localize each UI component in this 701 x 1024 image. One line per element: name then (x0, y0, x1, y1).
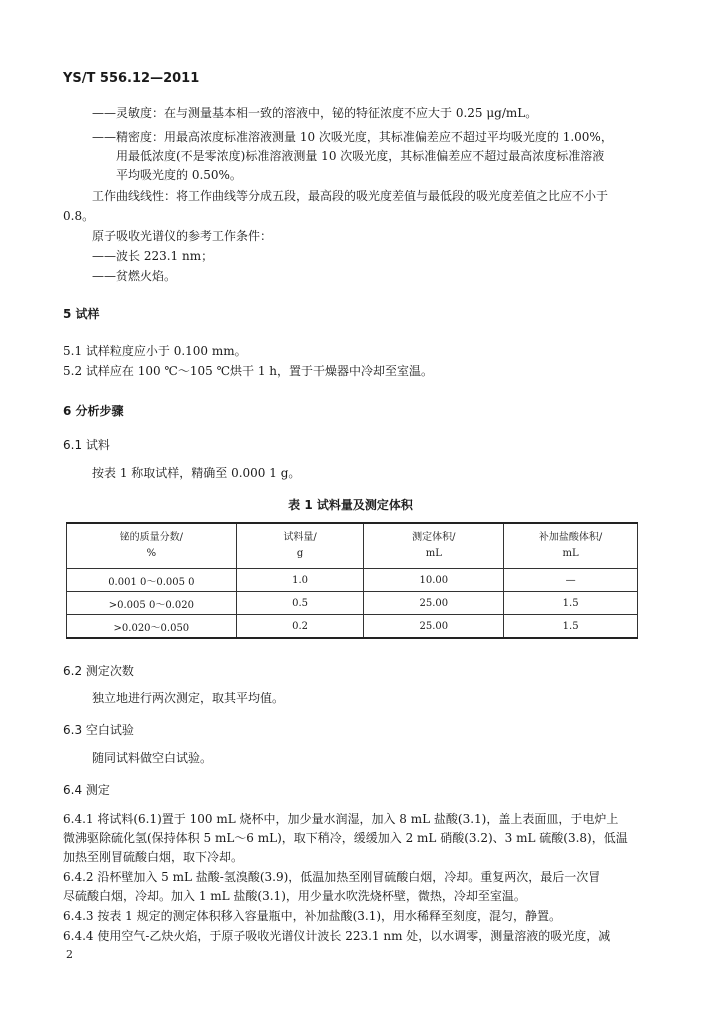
table-caption: 表 1 试料量及测定体积 (288, 498, 413, 512)
header-cell: 铋的质量分数/ % (67, 523, 237, 569)
precision-line-2: 用最低浓度(不是零浓度)标准溶液测量 10 次吸光度，其标准偏差应不超过最高浓度标准溶液 (116, 149, 605, 163)
section-6-1-text: 按表 1 称取试样，精确至 0.000 1 g。 (92, 466, 301, 480)
section-6-4-2-line-1: 6.4.2 沿杯壁加入 5 mL 盐酸-氢溴酸(3.9)，低温加热至刚冒硫酸白烟，冷却。重复两次，最后一次冒 (63, 870, 601, 884)
section-6-3-text: 随同试料做空白试验。 (92, 751, 213, 765)
section-6-4-1-line-3: 加热至刚冒硫酸白烟，取下冷却。 (63, 850, 244, 864)
precision-line-1: ——精密度：用最高浓度标准溶液测量 10 次吸光度，其标准偏差应不超过平均吸光度的 1.00%， (92, 130, 613, 144)
section-6-2-text: 独立地进行两次测定，取其平均值。 (92, 691, 285, 705)
section-6-title: 6 分析步骤 (63, 404, 124, 418)
section-6-3-title: 6.3 空白试验 (63, 723, 134, 737)
page-number: 2 (66, 948, 73, 961)
wavelength-line: ——波长 223.1 nm； (92, 249, 214, 263)
table-row (67, 569, 638, 592)
section-6-1-title: 6.1 试料 (63, 438, 110, 452)
section-5-2: 5.2 试样应在 100 ℃～105 ℃烘干 1 h，置于干燥器中冷却至室温。 (63, 364, 433, 378)
section-6-4-1-line-1: 6.4.1 将试料(6.1)置于 100 mL 烧杯中，加少量水润湿，加入 8 mL 盐酸(3.1)，盖上表面皿，于电炉上 (63, 812, 619, 826)
header-cell: 测定体积/ mL (364, 523, 504, 569)
table-row (67, 592, 638, 615)
table-cell: — (504, 569, 638, 592)
table-cell: >0.020～0.050 (67, 615, 237, 639)
table-cell: >0.005 0～0.020 (67, 592, 237, 615)
sensitivity-line: ——灵敏度：在与测量基本相一致的溶液中，铋的特征浓度不应大于 0.25 μg/mL。 (92, 106, 538, 120)
table-cell: 1.0 (236, 569, 364, 592)
section-6-4-3: 6.4.3 按表 1 规定的测定体积移入容量瓶中，补加盐酸(3.1)，用水稀释至刻度，混匀，静置。 (63, 909, 562, 923)
table-cell: 10.00 (364, 569, 504, 592)
section-6-4-1-line-2: 微沸驱除硫化氢(保持体积 5 mL～6 mL)，取下稍冷，缓缓加入 2 mL 硝酸(3.2)、3 mL 硫酸(3.8)，低温 (63, 831, 628, 845)
table-row (67, 615, 638, 639)
reference-conditions: 原子吸收光谱仪的参考工作条件： (92, 229, 273, 243)
standard-header: YS/T 556.12—2011 (63, 71, 200, 86)
precision-line-3: 平均吸光度的 0.50%。 (116, 168, 242, 182)
table-cell: 1.5 (504, 615, 638, 639)
header-cell: 试料量/ g (236, 523, 364, 569)
table-cell: 0.2 (236, 615, 364, 639)
section-5-1: 5.1 试样粒度应小于 0.100 mm。 (63, 344, 247, 358)
table-cell: 25.00 (364, 615, 504, 639)
table-cell: 0.001 0～0.005 0 (67, 569, 237, 592)
section-6-4-title: 6.4 测定 (63, 783, 110, 797)
header-cell: 补加盐酸体积/ mL (504, 523, 638, 569)
table-cell: 0.5 (236, 592, 364, 615)
linearity-line-2: 0.8。 (63, 209, 95, 223)
flame-line: ——贫燃火焰。 (92, 269, 177, 283)
table-cell: 25.00 (364, 592, 504, 615)
section-6-4-2-line-2: 尽硫酸白烟，冷却。加入 1 mL 盐酸(3.1)，用少量水吹洗烧杯壁，微热，冷却至室温。 (63, 889, 526, 903)
linearity-line-1: 工作曲线线性：将工作曲线等分成五段，最高段的吸光度差值与最低段的吸光度差值之比应不小于 (92, 189, 609, 203)
table-header-row (67, 523, 638, 569)
sample-table (66, 522, 638, 639)
section-6-2-title: 6.2 测定次数 (63, 664, 134, 678)
section-6-4-4: 6.4.4 使用空气-乙炔火焰，于原子吸收光谱仪计波长 223.1 nm 处，以水调零，测量溶液的吸光度，减 (63, 929, 611, 943)
section-5-title: 5 试样 (63, 307, 100, 321)
table-cell: 1.5 (504, 592, 638, 615)
